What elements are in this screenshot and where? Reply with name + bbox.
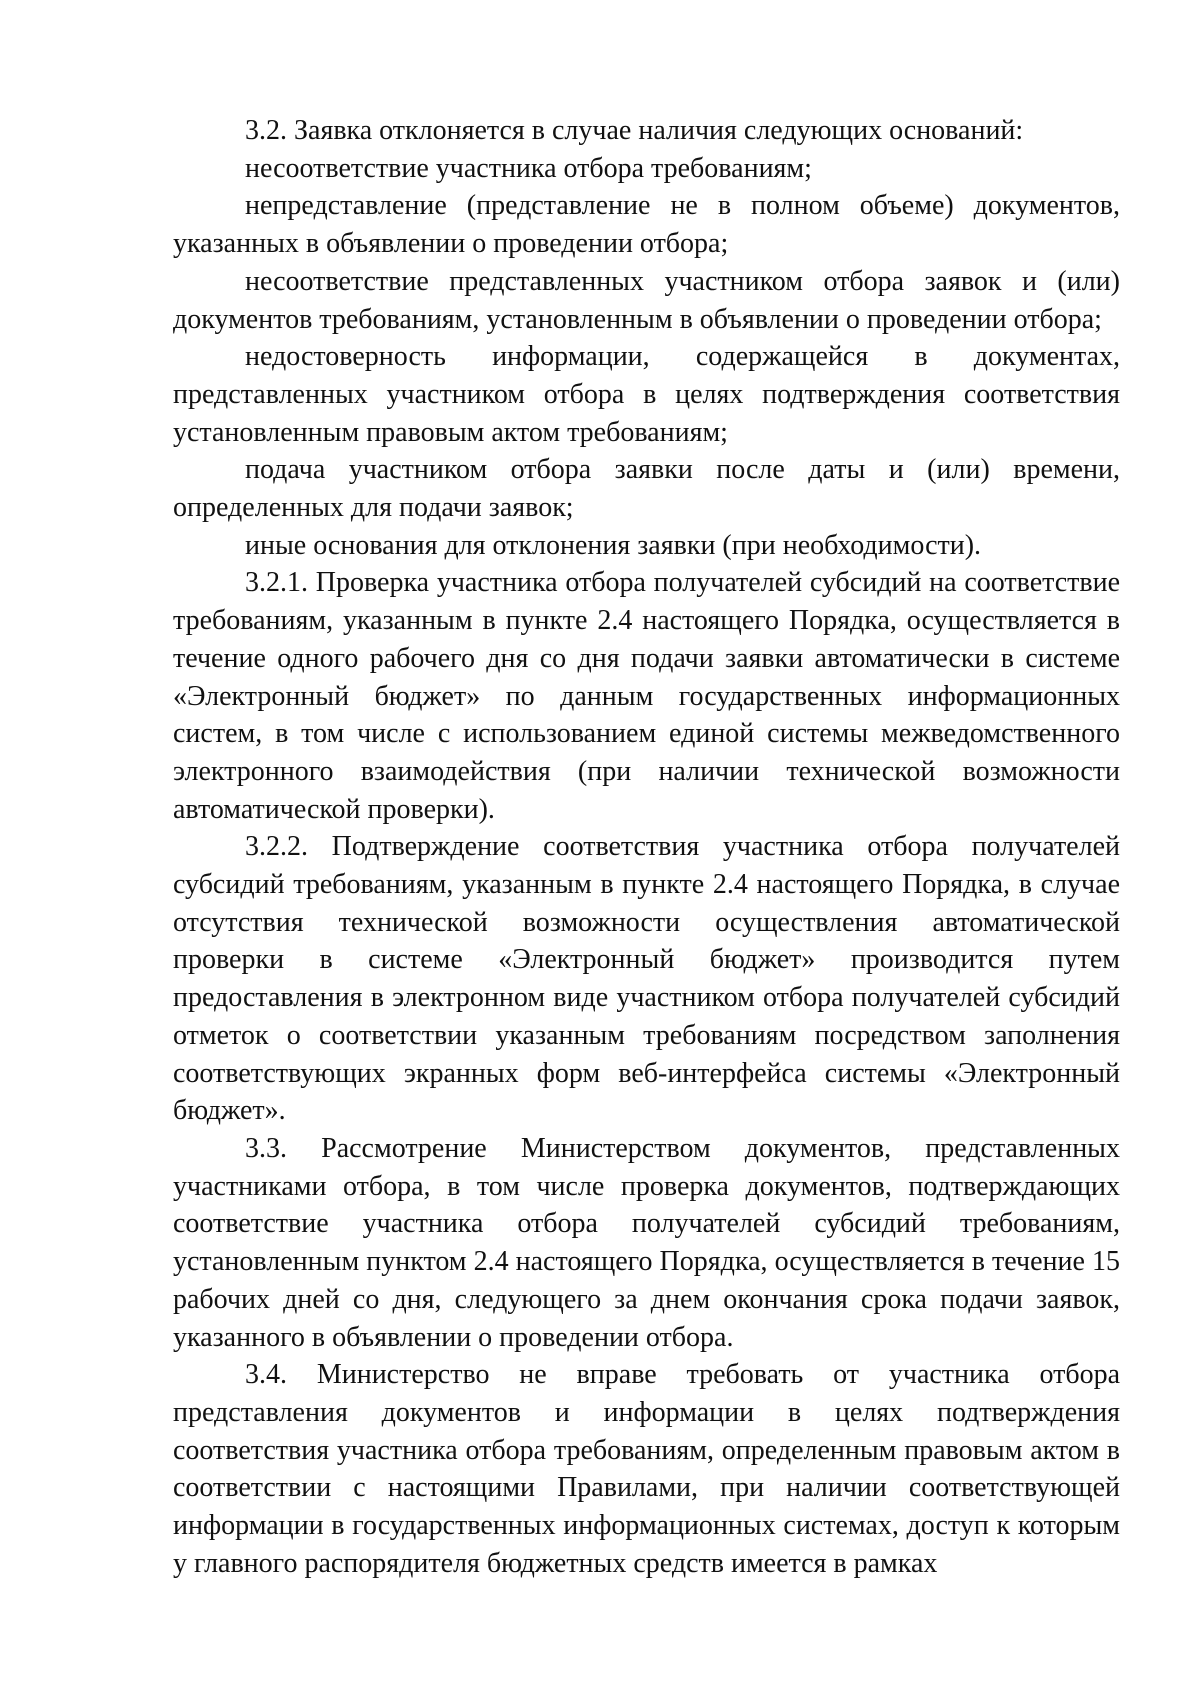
paragraph-ground-nonconformity: несоответствие участника отбора требованиям; xyxy=(245,152,812,184)
document-page xyxy=(173,112,1120,1582)
paragraph-ground-other: иные основания для отклонения заявки (при необходимости). xyxy=(245,529,982,561)
paragraph-ground-documents-nonconformity: несоответствие представленных участником отбора заявок и (или) документов требованиям, установленным в объявлении о проведении отбора; xyxy=(173,265,1120,335)
paragraph-3-2-1: 3.2.1. Проверка участника отбора получателей субсидий на соответствие требованиям, указанным в пункте 2.4 настоящего Порядка, осуществляется в течение одного рабочего дня со дня подачи заявки автоматически в системе «Электронный бюджет» по данным государственных информационных систем, в том числе с использованием единой системы межведомственного электронного взаимодействия (при наличии технической возможности автоматической проверки). xyxy=(173,567,1120,825)
paragraph-3-3: 3.3. Рассмотрение Министерством документов, представленных участниками отбора, в том числе проверка документов, подтверждающих соответствие участника отбора получателей субсидий требованиям, установленным пунктом 2.4 настоящего Порядка, осуществляется в течение 15 рабочих дней со дня, следующего за днем окончания срока подачи заявок, указанного в объявлении о проведении отбора. xyxy=(173,1132,1120,1353)
paragraph-3-2-2: 3.2.2. Подтверждение соответствия участника отбора получателей субсидий требованиям, указанным в пункте 2.4 настоящего Порядка, в случае отсутствия технической возможности осуществления автоматической проверки в системе «Электронный бюджет» производится путем предоставления в электронном виде участником отбора получателей субсидий отметок о соответствии указанным требованиям посредством заполнения соответствующих экранных форм веб-интерфейса системы «Электронный бюджет». xyxy=(173,831,1120,1127)
paragraph-ground-nonsubmission: непредставление (представление не в полном объеме) документов, указанных в объявлении о проведении отбора; xyxy=(173,190,1120,260)
paragraph-3-4: 3.4. Министерство не вправе требовать от участника отбора представления документов и информации в целях подтверждения соответствия участника отбора требованиям, определенным правовым актом в соответствии с настоящими Правилами, при наличии соответствующей информации в государственных информационных системах, доступ к которым у главного распорядителя бюджетных средств имеется в рамках xyxy=(173,1359,1120,1579)
paragraph-3-2: 3.2. Заявка отклоняется в случае наличия следующих оснований: xyxy=(245,115,1024,146)
paragraph-ground-unreliability: недостоверность информации, содержащейся в документах, представленных участником отбора в целях подтверждения соответствия установленным правовым актом требованиям; xyxy=(173,341,1120,448)
paragraph-ground-late-submission: подача участником отбора заявки после даты и (или) времени, определенных для подачи заявок; xyxy=(173,454,1120,524)
